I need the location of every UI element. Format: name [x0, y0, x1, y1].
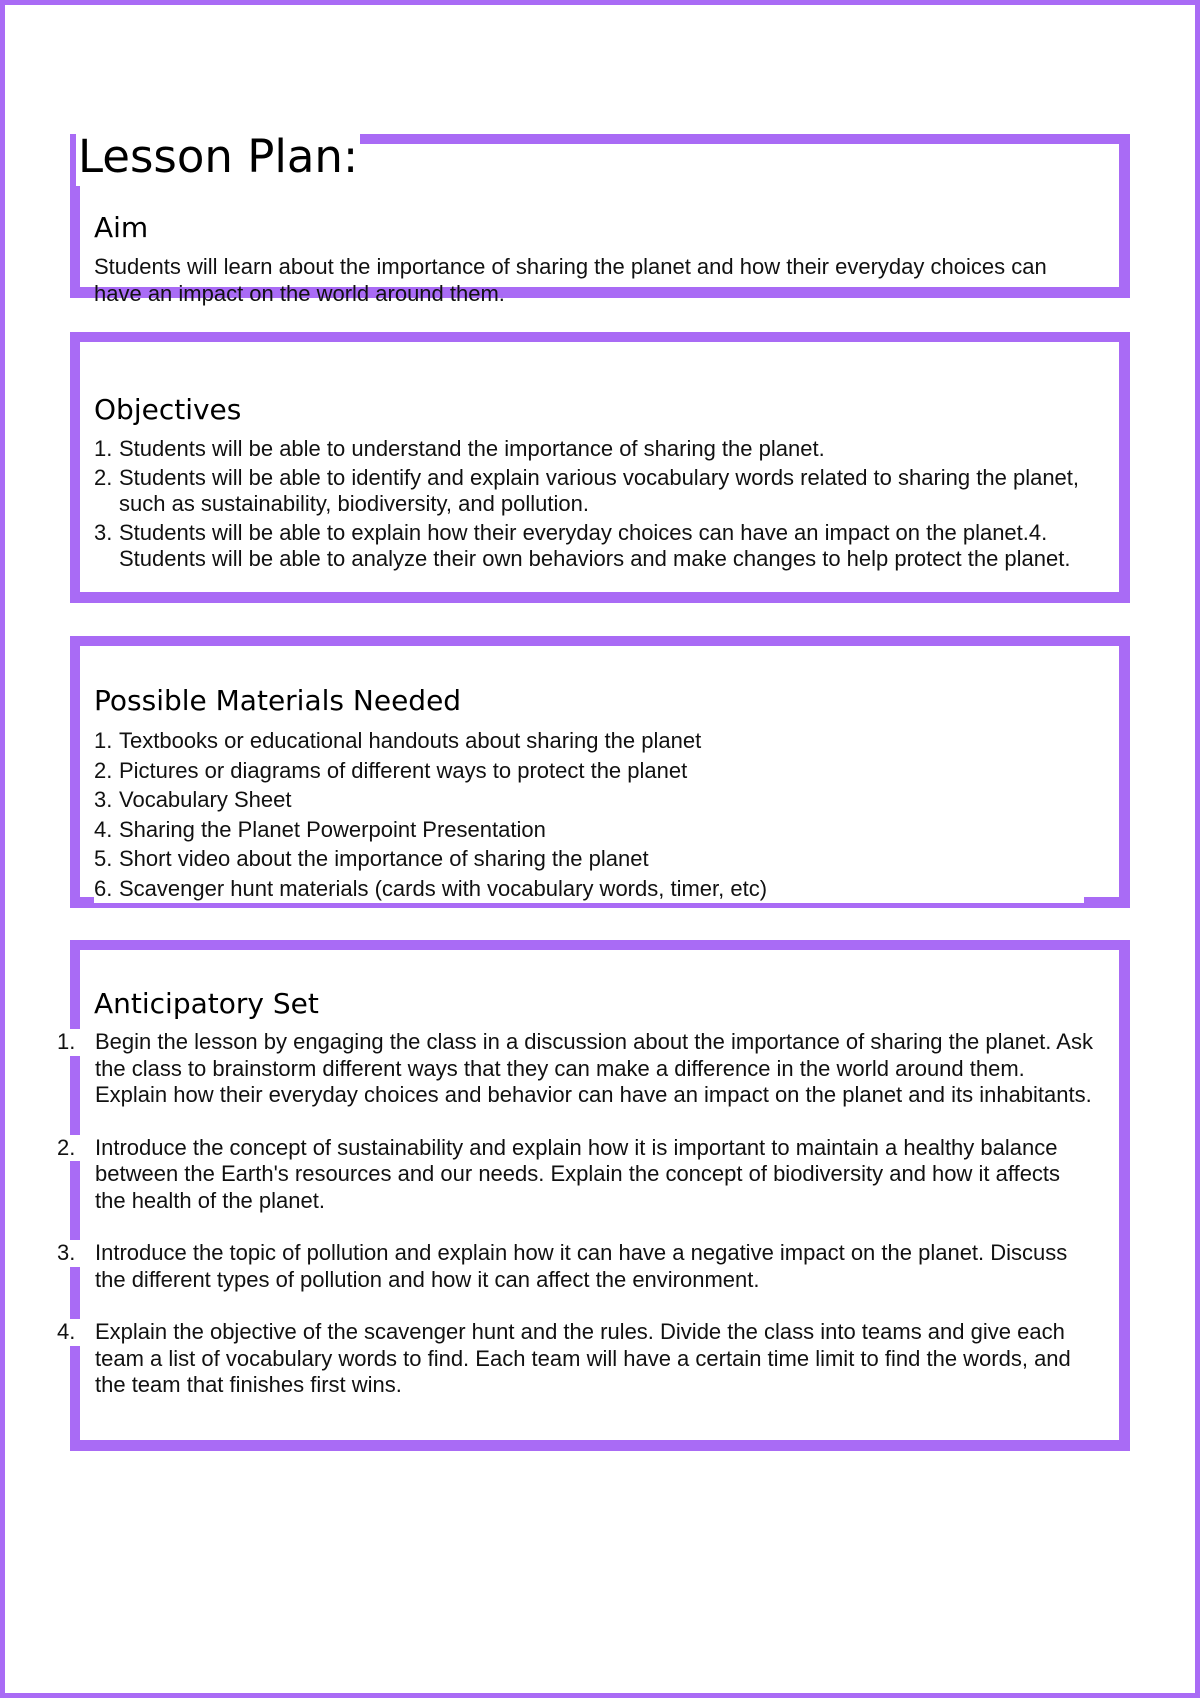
aim-text: Students will learn about the importance of sharing the planet and how their everyday choices can have an impact on the world around them. [94, 254, 1047, 306]
list-item-number: 3. [57, 1240, 81, 1267]
list-item [57, 1135, 1097, 1215]
list-item-text: Introduce the concept of sustainability and explain how it is important to maintain a healthy balance between the Earth's resources and our needs. Explain the concept of biodiversity and how it affects the health of the planet. [95, 1135, 1097, 1215]
anticipatory-set-heading: Anticipatory Set [94, 987, 319, 1020]
list-item [57, 1240, 1097, 1293]
page-title: Lesson Plan: [76, 128, 360, 186]
list-item-text: Explain the objective of the scavenger hunt and the rules. Divide the class into teams and give each team a list of vocabulary words to find. Each team will have a certain time limit to find the words, and the team that finishes first wins. [95, 1319, 1097, 1399]
list-item [57, 1319, 1097, 1399]
objectives-list [94, 436, 1084, 575]
list-item [94, 785, 1084, 815]
list-item-text: Scavenger hunt materials (cards with vocabulary words, timer, etc) [119, 875, 768, 901]
list-item-text: Vocabulary Sheet [119, 787, 292, 812]
list-item-text: Introduce the topic of pollution and explain how it can have a negative impact on the planet. Discuss the different types of pollution and how it can affect the environment. [95, 1240, 1097, 1293]
list-item-text: Short video about the importance of sharing the planet [119, 846, 649, 871]
list-item-text: Begin the lesson by engaging the class in a discussion about the importance of sharing the planet. Ask the class to brainstorm different ways that they can make a difference in the world around them. Explain how their everyday choices and behavior can have an impact on the planet and its inhabitants. [95, 1029, 1097, 1109]
list-item [94, 436, 1084, 463]
anticipatory-set-list [57, 1029, 1097, 1425]
list-item-text: Pictures or diagrams of different ways to protect the planet [119, 757, 688, 783]
list-item [57, 1029, 1097, 1109]
materials-list [94, 726, 1084, 903]
list-item-number: 2. [94, 757, 113, 783]
list-item [94, 465, 1084, 518]
list-item-number: 1. [94, 436, 113, 461]
list-item-text: Students will be able to identify and explain various vocabulary words related to sharing the planet, such as sustainability, biodiversity, and pollution. [119, 464, 1080, 516]
list-item-number: 2. [94, 464, 113, 490]
list-item-number: 3. [94, 519, 113, 545]
list-item [94, 726, 1084, 756]
list-item [94, 756, 1084, 786]
list-item-number: 5. [94, 846, 113, 871]
list-item-text: Students will be able to understand the importance of sharing the planet. [119, 436, 825, 461]
list-item-number: 6. [94, 875, 113, 901]
list-item-number: 1. [94, 728, 113, 753]
list-item-number: 4. [94, 816, 113, 842]
materials-heading: Possible Materials Needed [94, 684, 462, 717]
list-item-number: 3. [94, 787, 113, 812]
list-item-number: 4. [57, 1319, 81, 1346]
list-item-number: 1. [57, 1029, 81, 1056]
list-item-text: Students will be able to explain how their everyday choices can have an impact on the planet.4. Students will be able to analyze their own behaviors and make changes to help protect the planet. [119, 519, 1071, 571]
objectives-heading: Objectives [94, 393, 242, 426]
aim-heading: Aim [94, 211, 149, 244]
list-item [94, 874, 1084, 904]
list-item-text: Textbooks or educational handouts about sharing the planet [119, 728, 702, 753]
list-item-number: 2. [57, 1135, 81, 1162]
list-item-text: Sharing the Planet Powerpoint Presentation [119, 816, 546, 842]
list-item [94, 520, 1084, 573]
list-item [94, 844, 1084, 874]
list-item [94, 815, 1084, 845]
